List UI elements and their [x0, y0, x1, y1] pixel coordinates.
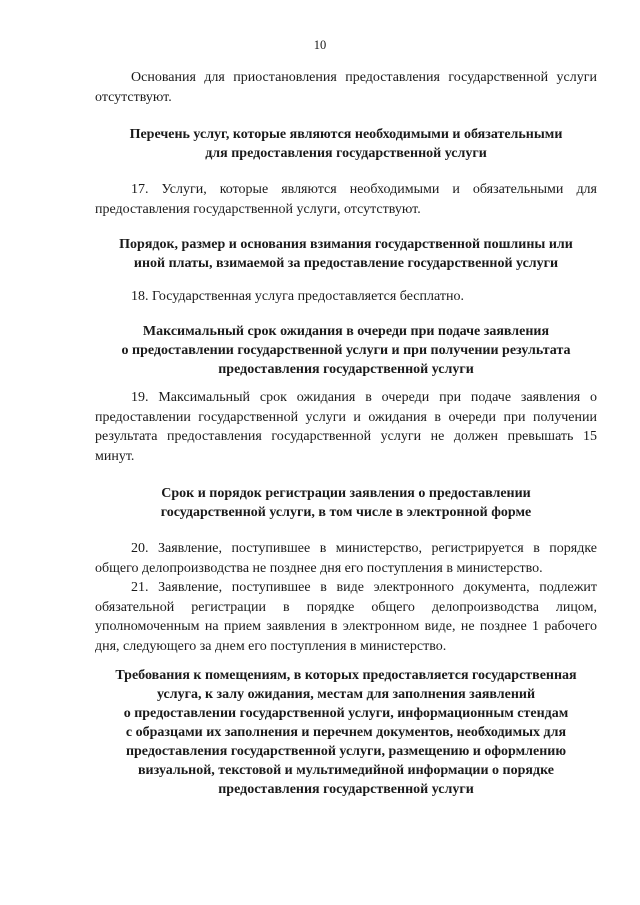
- heading-line: с образцами их заполнения и перечнем документов, необходимых для: [125, 725, 567, 740]
- heading-line: Порядок, размер и основания взимания государственной пошлины или: [119, 237, 573, 252]
- heading-line: Максимальный срок ожидания в очереди при подаче заявления: [142, 324, 550, 339]
- heading-line: предоставления государственной услуги: [218, 362, 474, 377]
- heading-state-fee: [95, 235, 597, 273]
- heading-line: Требования к помещениям, в которых предоставляется государственная: [115, 668, 577, 683]
- paragraph-text: Основания для приостановления предоставления государственной услуги отсутствуют.: [95, 70, 597, 105]
- heading-line: Срок и порядок регистрации заявления о предоставлении: [161, 486, 531, 501]
- heading-line: о предоставлении государственной услуги, информационным стендам: [123, 706, 569, 721]
- heading-line: визуальной, текстовой и мультимедийной информации о порядке: [138, 763, 554, 778]
- page-number: 10: [313, 38, 327, 52]
- paragraph-text: 20. Заявление, поступившее в министерство, регистрируется в порядке общего делопроизводства не позднее дня его поступления в министерство.: [95, 541, 597, 576]
- paragraph-19: [95, 388, 597, 466]
- heading-line: иной платы, взимаемой за предоставление государственной услуги: [133, 256, 559, 271]
- paragraph-17: [95, 180, 597, 219]
- heading-max-wait-time: [95, 322, 597, 379]
- heading-registration: [95, 484, 597, 522]
- paragraph-text: 17. Услуги, которые являются необходимыми и обязательными для предоставления государственной услуги, отсутствуют.: [95, 182, 597, 217]
- heading-required-services: [95, 125, 597, 163]
- paragraph-text: 18. Государственная услуга предоставляется бесплатно.: [131, 289, 464, 304]
- heading-line: услуга, к залу ожидания, местам для заполнения заявлений: [156, 687, 536, 702]
- heading-line: предоставления государственной услуги: [218, 782, 474, 797]
- paragraph-text: 19. Максимальный срок ожидания в очереди при подаче заявления о предоставлении государственной услуги и ожидания в очереди при получении результата предоставления государственной услуги не должен превышать 15 минут.: [95, 390, 597, 464]
- heading-line: о предоставлении государственной услуги и при получении результата: [121, 343, 571, 358]
- heading-line: для предоставления государственной услуги: [205, 146, 487, 161]
- paragraph-suspension-grounds: [95, 68, 597, 107]
- paragraph-text: 21. Заявление, поступившее в виде электронного документа, подлежит обязательной регистрации в порядке общего делопроизводства лицом, уполномоченным на прием заявления в электронном виде, не позднее 1 рабочего дня, следующего за днем его поступления в министерство.: [95, 580, 597, 654]
- paragraph-18: [95, 287, 597, 307]
- heading-line: предоставления государственной услуги, размещению и оформлению: [125, 744, 567, 759]
- paragraphs-20-21: [95, 539, 597, 656]
- heading-premises-requirements: [95, 666, 597, 799]
- heading-line: Перечень услуг, которые являются необходимыми и обязательными: [129, 127, 563, 142]
- heading-line: государственной услуги, в том числе в электронной форме: [160, 505, 532, 520]
